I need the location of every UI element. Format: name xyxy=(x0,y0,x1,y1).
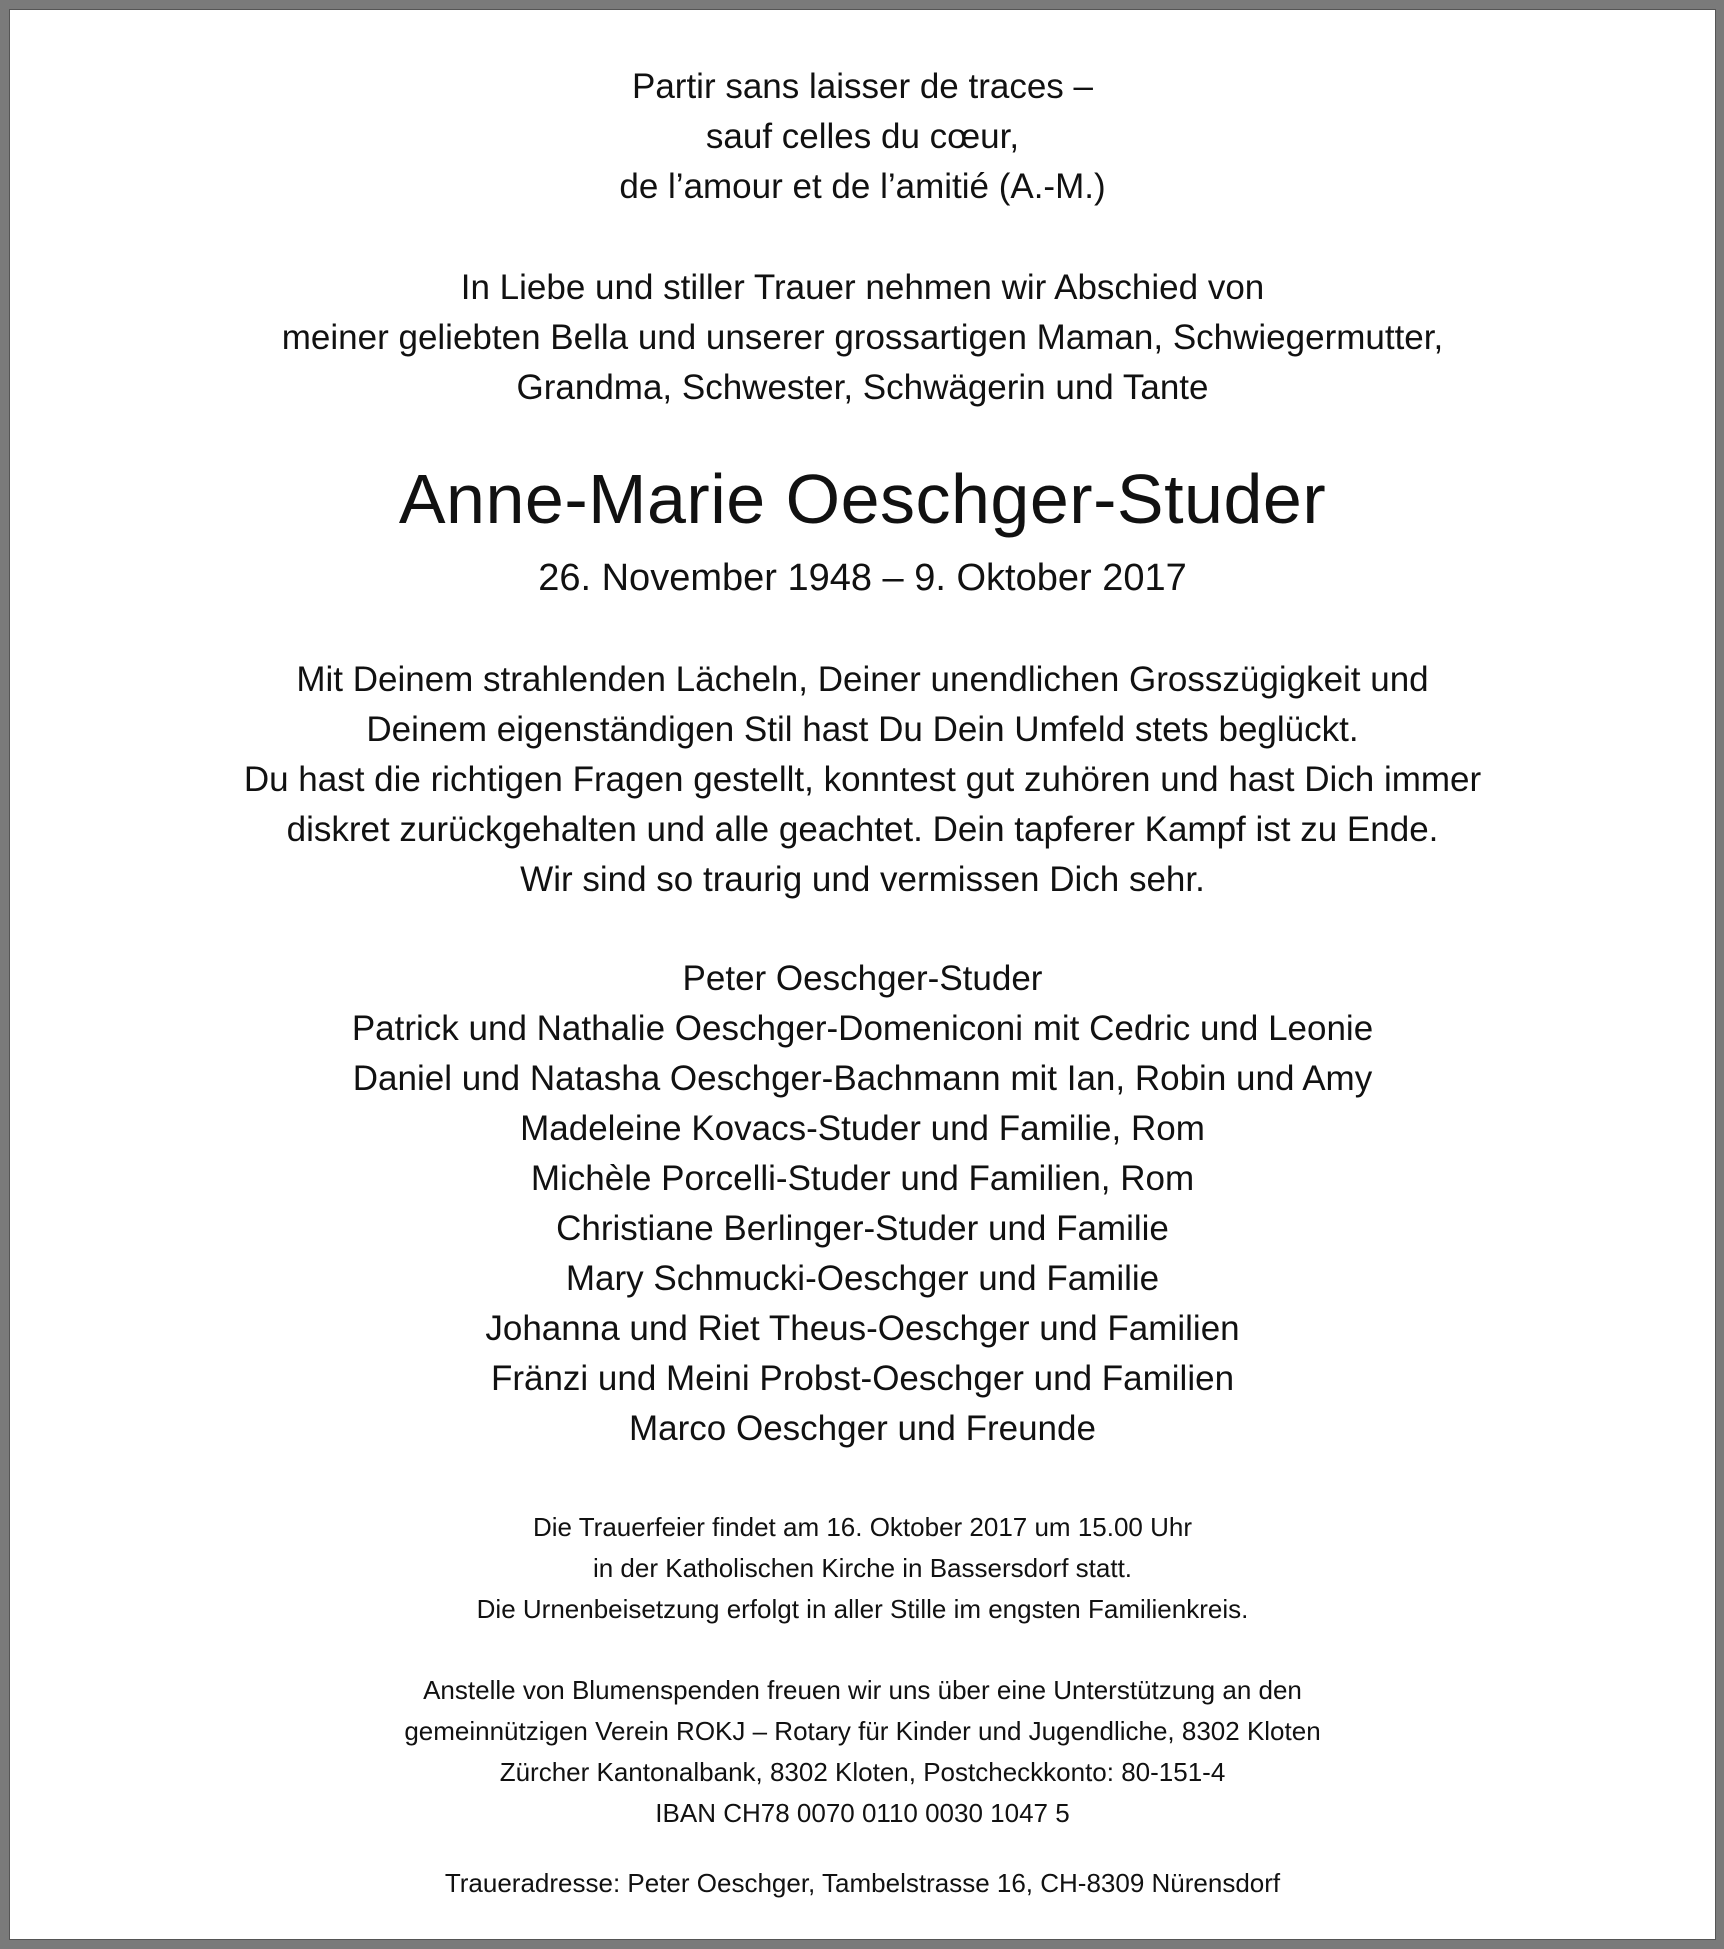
life-dates: 26. November 1948 – 9. Oktober 2017 xyxy=(538,557,1187,599)
donation-info xyxy=(10,1670,1715,1834)
motto-line: Partir sans laisser de traces – xyxy=(631,67,1093,106)
deceased-name: Anne-Marie Oeschger-Studer xyxy=(398,460,1327,538)
motto-quote xyxy=(10,62,1715,212)
tribute-line: Du hast die richtigen Fragen gestellt, konntest gut zuhören und hast Dich immer xyxy=(243,760,1482,799)
tribute-line: Wir sind so traurig und vermissen Dich sehr. xyxy=(520,860,1205,899)
mourner-entry: Johanna und Riet Theus-Oeschger und Familien xyxy=(485,1309,1240,1348)
service-info xyxy=(10,1507,1715,1630)
mourning-address: Traueradresse: Peter Oeschger, Tambelstrasse 16, CH-8309 Nürensdorf xyxy=(444,1868,1281,1898)
motto-line: de l’amour et de l’amitié (A.-M.) xyxy=(619,167,1106,206)
service-line: Die Trauerfeier findet am 16. Oktober 2017 um 15.00 Uhr xyxy=(532,1512,1192,1542)
donation-line: gemeinnützigen Verein ROKJ – Rotary für Kinder und Jugendliche, 8302 Kloten xyxy=(404,1716,1321,1746)
tribute-line: Mit Deinem strahlenden Lächeln, Deiner unendlichen Grosszügigkeit und xyxy=(296,660,1429,699)
intro-text xyxy=(10,263,1715,413)
mourner-entry: Madeleine Kovacs-Studer und Familie, Rom xyxy=(520,1109,1205,1148)
donation-line: Zürcher Kantonalbank, 8302 Kloten, Postcheckkonto: 80-151-4 xyxy=(499,1757,1226,1787)
tribute-line: diskret zurückgehalten und alle geachtet. Dein tapferer Kampf ist zu Ende. xyxy=(286,810,1439,849)
tribute-line: Deinem eigenständigen Stil hast Du Dein Umfeld stets beglückt. xyxy=(366,710,1359,749)
mourner-entry: Marco Oeschger und Freunde xyxy=(629,1409,1096,1448)
donation-line: Anstelle von Blumenspenden freuen wir uns über eine Unterstützung an den xyxy=(423,1675,1302,1705)
mourner-entry: Daniel und Natasha Oeschger-Bachmann mit Ian, Robin und Amy xyxy=(352,1059,1373,1098)
iban-line: IBAN CH78 0070 0110 0030 1047 5 xyxy=(655,1798,1070,1828)
intro-line: Grandma, Schwester, Schwägerin und Tante xyxy=(516,368,1209,407)
intro-line: In Liebe und stiller Trauer nehmen wir Abschied von xyxy=(460,268,1265,307)
tribute-text xyxy=(10,655,1715,905)
mourner-entry: Christiane Berlinger-Studer und Familie xyxy=(556,1209,1169,1248)
motto-line: sauf celles du cœur, xyxy=(705,117,1020,156)
mourner-entry: Fränzi und Meini Probst-Oeschger und Familien xyxy=(490,1359,1235,1398)
mourner-entry: Patrick und Nathalie Oeschger-Domeniconi mit Cedric und Leonie xyxy=(351,1009,1374,1048)
mourner-entry: Michèle Porcelli-Studer und Familien, Rom xyxy=(530,1159,1195,1198)
service-line: Die Urnenbeisetzung erfolgt in aller Stille im engsten Familienkreis. xyxy=(476,1594,1249,1624)
mourners-list xyxy=(10,954,1715,1454)
obituary-page xyxy=(9,9,1716,1940)
intro-line: meiner geliebten Bella und unserer grossartigen Maman, Schwiegermutter, xyxy=(281,318,1444,357)
mourner-entry: Peter Oeschger-Studer xyxy=(682,959,1043,998)
mourner-entry: Mary Schmucki-Oeschger und Familie xyxy=(565,1259,1160,1298)
service-line: in der Katholischen Kirche in Bassersdorf statt. xyxy=(592,1553,1133,1583)
